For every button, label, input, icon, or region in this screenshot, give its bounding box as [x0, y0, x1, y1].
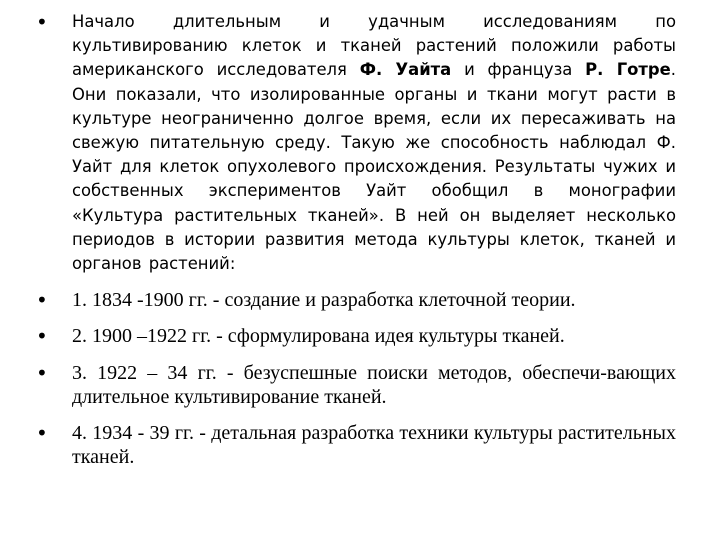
bullet-dot-icon: •: [36, 324, 48, 349]
bullet-text: 3. 1922 – 34 гг. - безуспешные поиски методов, обеспечи-вающих длительное культивирование тканей.: [72, 361, 676, 408]
name-white: Ф. Уайта: [359, 60, 452, 80]
bullet-text: 2. 1900 –1922 гг. - сформулирована идея культуры тканей.: [72, 325, 565, 348]
slide-content: [36, 10, 676, 481]
bullet-item-period-1: [36, 288, 676, 312]
bullet-dot-icon: •: [36, 360, 48, 385]
intro-text-3: . Они показали, что изолированные органы и ткани могут расти в культуре неограниченно долгое время, если их пересаживать на свежую питательную среду. Такую же способность наблюдал Ф. Уайт для клеток опухолевого происхождения. Результаты чужих и собственных экспериментов Уайт обобщил в монографии «Культура растительных тканей». В ней он выделяет несколько периодов в истории развития метода культуры клеток, тканей и органов растений:: [72, 60, 677, 274]
bullet-item-period-4: [36, 421, 676, 469]
bullet-dot-icon: •: [36, 421, 48, 446]
bullet-text: 4. 1934 - 39 гг. - детальная разработка техники культуры растительных тканей.: [72, 422, 676, 469]
bullet-list: [36, 10, 676, 469]
bullet-text: [72, 12, 676, 273]
bullet-item-period-3: [36, 361, 676, 409]
name-gautheret: Р. Готре: [585, 60, 671, 80]
intro-text-1: Начало длительным и удачным исследованиям по культивированию клеток и тканей растений положили работы американского исследователя: [72, 12, 676, 80]
bullet-text: 1. 1834 -1900 гг. - создание и разработка клеточной теории.: [72, 289, 576, 312]
intro-text-2: и француза: [451, 60, 586, 80]
bullet-dot-icon: •: [36, 10, 48, 34]
bullet-item-period-2: [36, 324, 676, 348]
bullet-dot-icon: •: [36, 288, 48, 313]
bullet-item-intro: [36, 10, 676, 276]
